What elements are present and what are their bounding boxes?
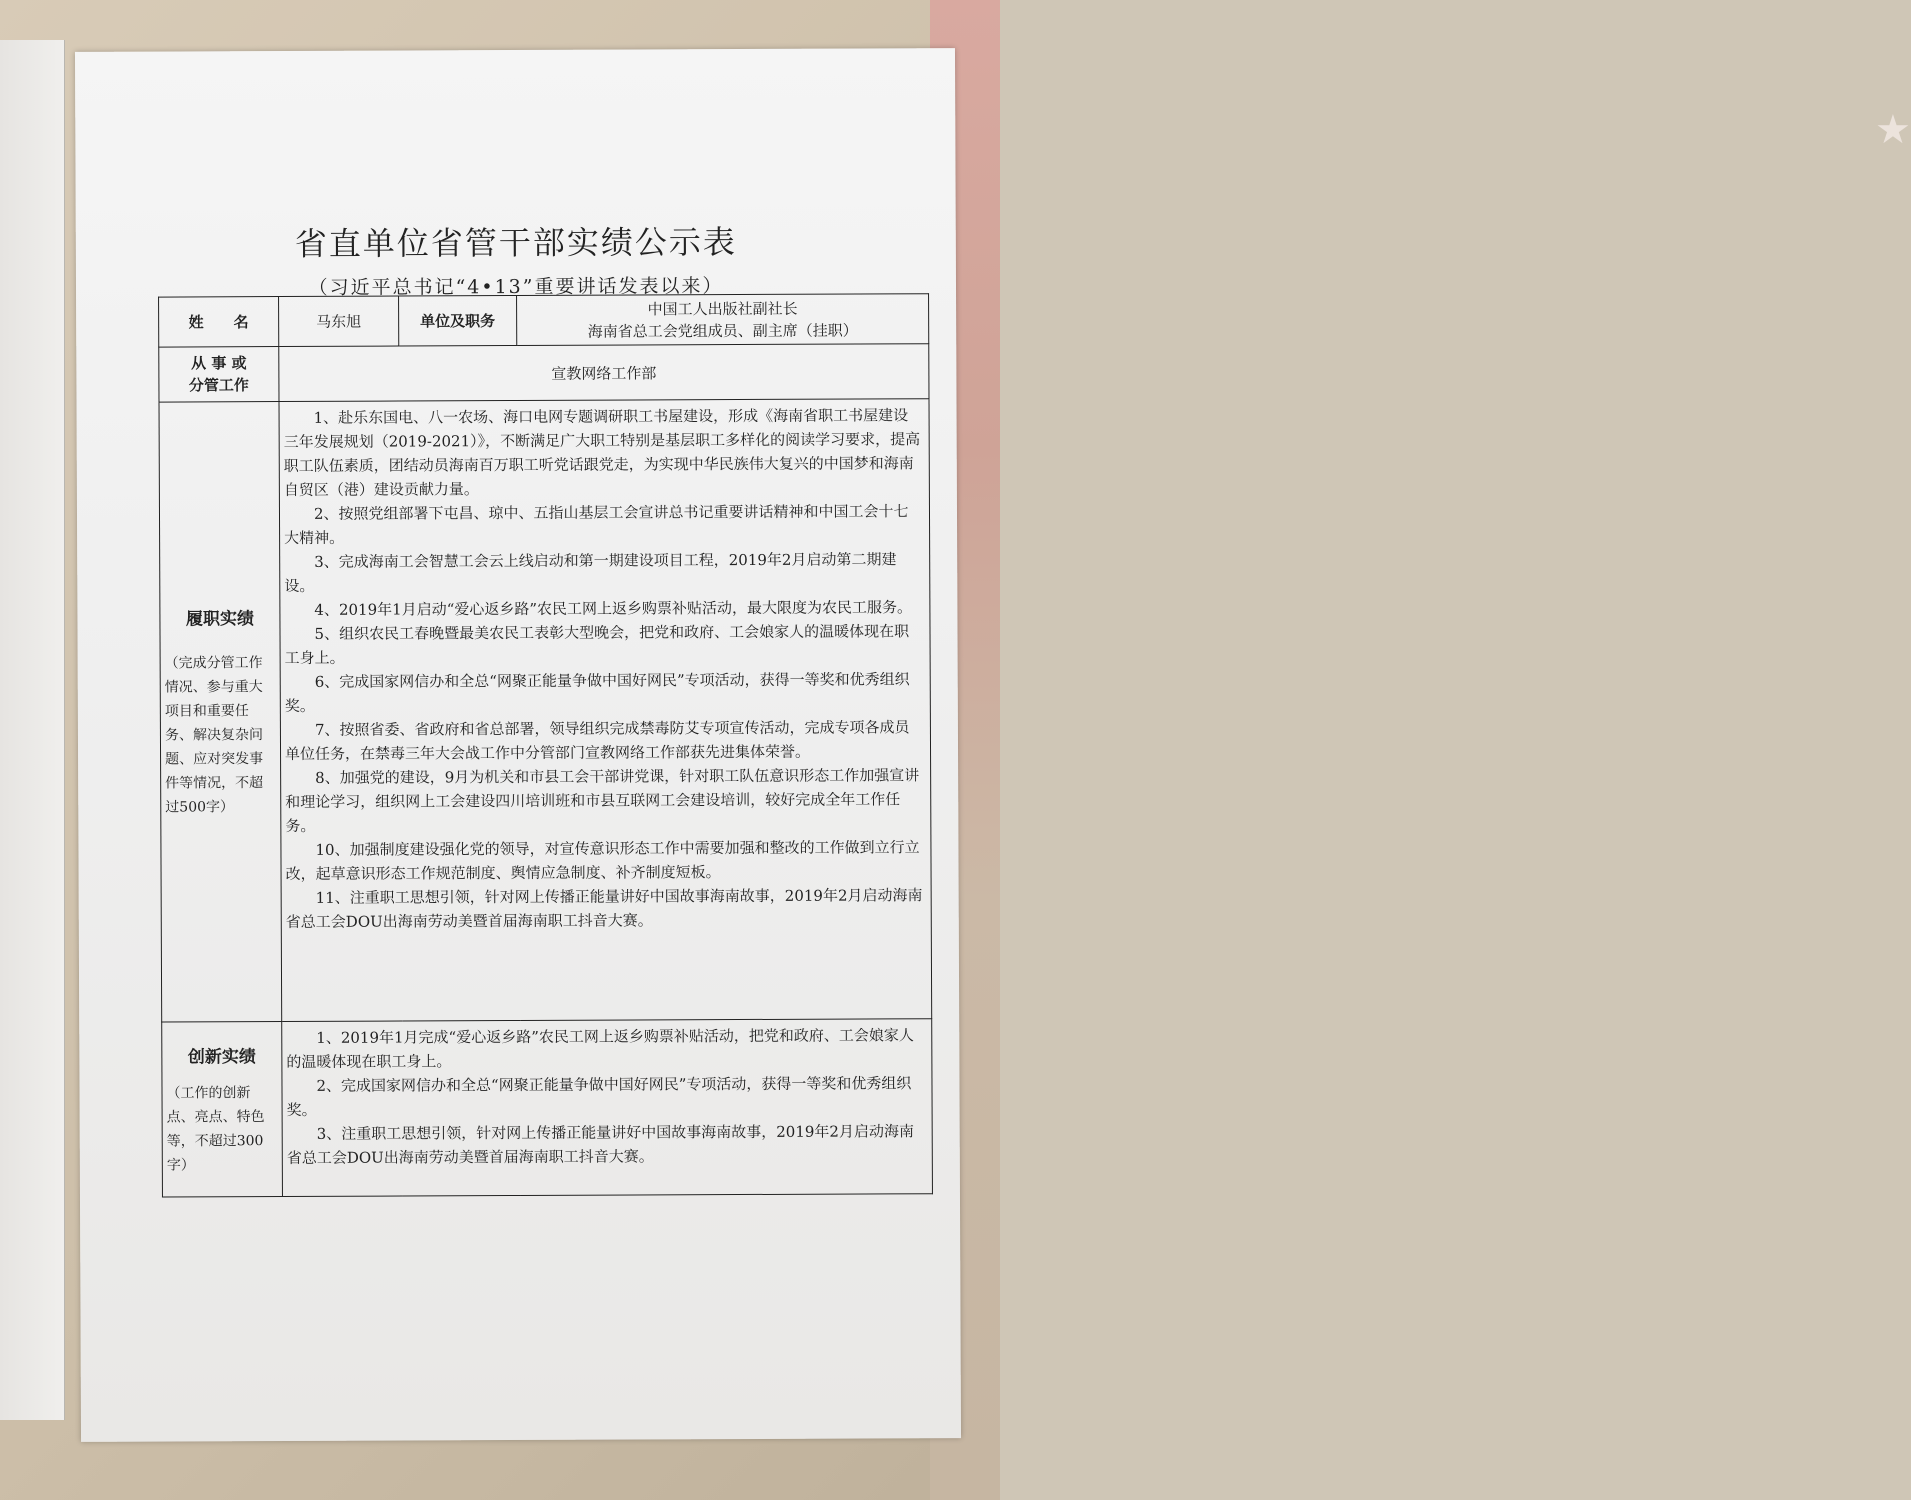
work-label [159, 347, 279, 403]
table-row-innovation [162, 1019, 933, 1197]
performance-content [279, 399, 932, 1022]
performance-item: 4、2019年1月启动“爱心返乡路”农民工网上返乡购票补贴活动，最大限度为农民工服务。 [314, 598, 913, 619]
performance-heading: 履职实绩 [185, 609, 254, 630]
unit-label: 单位及职务 [399, 296, 517, 347]
work-label-line-1: 从 事 或 [191, 354, 247, 373]
performance-label-cell [159, 402, 282, 1023]
star-decoration-icon: ★ [1875, 107, 1911, 153]
performance-item: 8、加强党的建设，9月为机关和市县工会干部讲党课，针对职工队伍意识形态工作加强宣讲和理论学习，组织网上工会建设四川培训班和市县互联网工会建设培训，较好完成全年工作任务。 [285, 766, 920, 836]
innovation-heading: 创新实绩 [187, 1046, 256, 1067]
innovation-item: 1、2019年1月完成“爱心返乡路”农民工网上返乡购票补贴活动，把党和政府、工会娘家人的温暖体现在职工身上。 [286, 1026, 914, 1072]
document-subtitle: （习近平总书记“4•13”重要讲话发表以来） [308, 275, 724, 299]
document-title: 省直单位省管干部实绩公示表 [294, 223, 737, 263]
name-value: 马东旭 [279, 296, 399, 347]
performance-table [158, 293, 933, 1197]
name-label: 姓 名 [159, 297, 279, 348]
innovation-content [282, 1019, 933, 1197]
work-label-line-2: 分管工作 [188, 376, 249, 395]
performance-item: 6、完成国家网信办和全总“网聚正能量争做中国好网民”专项活动，获得一等奖和优秀组织奖。 [284, 670, 910, 716]
innovation-note: （工作的创新点、亮点、特色等，不超过300字） [166, 1084, 265, 1174]
table-row-name [159, 294, 929, 347]
unit-value-line-2: 海南省总工会党组成员、副主席（挂职） [587, 321, 858, 341]
innovation-label-cell [162, 1022, 283, 1198]
unit-value [517, 294, 929, 346]
work-value: 宣教网络工作部 [279, 344, 929, 402]
table-row-work [159, 344, 929, 402]
performance-item: 5、组织农民工春晚暨最美农民工表彰大型晚会，把党和政府、工会娘家人的温暖体现在职工身上。 [284, 622, 910, 668]
unit-value-line-1: 中国工人出版社副社长 [647, 299, 798, 318]
performance-item: 1、赴乐东国电、八一农场、海口电网专题调研职工书屋建设，形成《海南省职工书屋建设三年发展规划（2019-2021）》，不断满足广大职工特别是基层职工多样化的阅读学习要求，提高职工队伍素质，团结动员海南百万职工听党话跟党走，为实现中华民族伟大复兴的中国梦和海南自贸区（港）建设贡献力量。 [283, 406, 921, 500]
performance-item: 2、按照党组部署下屯昌、琼中、五指山基层工会宣讲总书记重要讲话精神和中国工会十七大精神。 [284, 502, 909, 548]
performance-item: 10、加强制度建设强化党的领导，对宣传意识形态工作中需要加强和整改的工作做到立行立改，起草意识形态工作规范制度、舆情应急制度、补齐制度短板。 [285, 838, 920, 884]
performance-item: 3、完成海南工会智慧工会云上线启动和第一期建设项目工程，2019年2月启动第二期建设。 [284, 550, 897, 596]
performance-item: 7、按照省委、省政府和省总部署，领导组织完成禁毒防艾专项宣传活动，完成专项各成员单位任务，在禁毒三年大会战工作中分管部门宣教网络工作部获先进集体荣誉。 [284, 718, 910, 764]
innovation-item: 3、注重职工思想引领，针对网上传播正能量讲好中国故事海南故事，2019年2月启动海南省总工会DOU出海南劳动美暨首届海南职工抖音大赛。 [286, 1122, 914, 1168]
table-row-performance [159, 399, 932, 1022]
paper-sheet [75, 48, 961, 1442]
performance-item: 11、注重职工思想引领，针对网上传播正能量讲好中国故事海南故事，2019年2月启动海南省总工会DOU出海南劳动美暨首届海南职工抖音大赛。 [285, 886, 923, 932]
adjacent-paper-sheet [0, 40, 65, 1420]
innovation-item: 2、完成国家网信办和全总“网聚正能量争做中国好网民”专项活动，获得一等奖和优秀组织奖。 [286, 1074, 912, 1120]
performance-note: （完成分管工作情况、参与重大项目和重要任务、解决复杂问题、应对突发事件等情况，不超过500字） [164, 655, 264, 816]
